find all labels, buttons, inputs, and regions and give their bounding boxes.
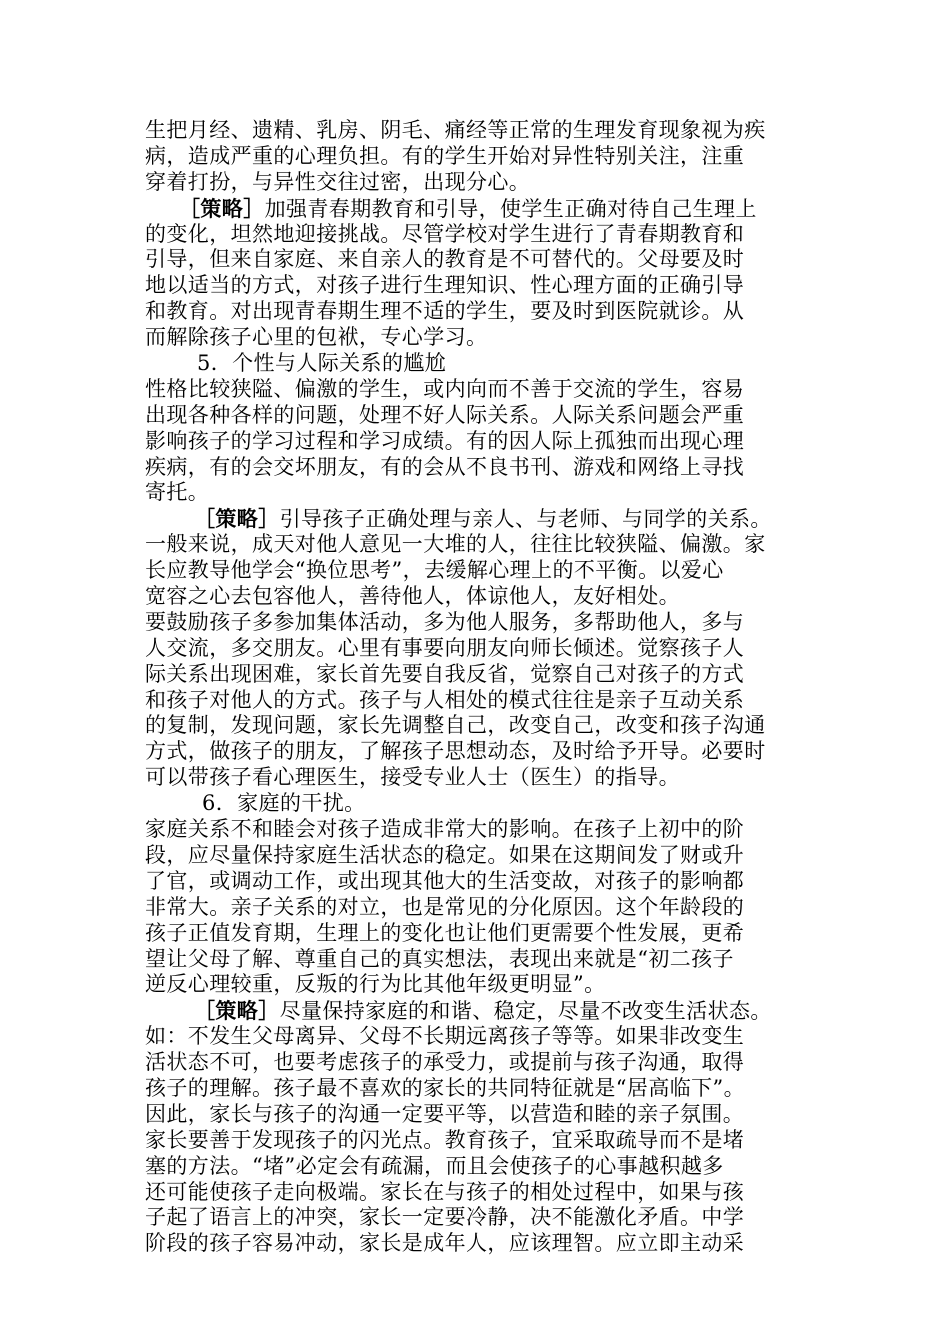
body-line: 际关系出现困难，家长首先要自我反省，觉察自己对孩子的方式 (145, 661, 745, 686)
body-line: 宽容之心去包容他人，善待他人，体谅他人，友好相处。 (145, 584, 680, 609)
body-line: 还可能使孩子走向极端。家长在与孩子的相处过程中，如果与孩 (145, 1179, 745, 1204)
strategy-label: ［策略］ (194, 998, 280, 1024)
body-line: 方式，做孩子的朋友，了解孩子思想动态，及时给予开导。必要时 (145, 739, 766, 764)
body-line: 而解除孩子心里的包袱，专心学习。 (145, 325, 488, 350)
body-line: 人交流，多交朋友。心里有事要向朋友向师长倾述。觉察孩子人 (145, 635, 745, 660)
body-line: 长应教导他学会“换位思考”，去缓解心理上的不平衡。以爱心 (145, 558, 724, 583)
body-line: 家庭关系不和睦会对孩子造成非常大的影响。在孩子上初中的阶 (145, 817, 745, 842)
body-line: 引导，但来自家庭、来自亲人的教育是不可替代的。父母要及时 (145, 247, 745, 272)
body-line: 的复制，发现问题，家长先调整自己，改变自己，改变和孩子沟通 (145, 713, 766, 738)
body-line: 性格比较狭隘、偏激的学生，或内向而不善于交流的学生，容易 (145, 376, 745, 401)
strategy-line (145, 998, 810, 1024)
body-line: 生把月经、遗精、乳房、阴毛、痛经等正常的生理发育现象视为疾 (145, 118, 766, 142)
body-line: 病，造成严重的心理负担。有的学生开始对异性特别关注，注重 (145, 143, 745, 168)
body-line: 穿着打扮，与异性交往过密，出现分心。 (145, 169, 531, 194)
body-line: 和孩子对他人的方式。孩子与人相处的模式往往是亲子互动关系 (145, 687, 745, 712)
body-line: 因此，家长与孩子的沟通一定要平等，以营造和睦的亲子氛围。 (145, 1101, 745, 1126)
body-line: 地以适当的方式，对孩子进行生理知识、性心理方面的正确引导 (145, 273, 745, 298)
body-line: 非常大。亲子关系的对立，也是常见的分化原因。这个年龄段的 (145, 894, 745, 919)
section-heading-5: 5．个性与人际关系的尴尬 (197, 351, 447, 376)
body-line: 了官，或调动工作，或出现其他大的生活变故，对孩子的影响都 (145, 868, 745, 893)
body-line: 家长要善于发现孩子的闪光点。教育孩子，宜采取疏导而不是堵 (145, 1127, 745, 1152)
body-line: 孩子的理解。孩子最不喜欢的家长的共同特征就是“居高临下”。 (145, 1075, 746, 1100)
strategy-text: 引导孩子正确处理与亲人、与老师、与同学的关系。 (279, 507, 772, 532)
body-line: 塞的方法。“堵”必定会有疏漏，而且会使孩子的心事越积越多 (145, 1153, 724, 1178)
body-line: 子起了语言上的冲突，家长一定要冷静，决不能激化矛盾。中学 (145, 1205, 745, 1230)
strategy-label: ［策略］ (179, 195, 265, 221)
body-line: 如：不发生父母离异、父母不长期远离孩子等等。如果非改变生 (145, 1024, 745, 1049)
body-line: 一般来说，成天对他人意见一大堆的人，往往比较狭隘、偏激。家 (145, 532, 766, 557)
body-line: 和教育。对出现青春期生理不适的学生，要及时到医院就诊。从 (145, 299, 745, 324)
body-line: 段，应尽量保持家庭生活状态的稳定。如果在这期间发了财或升 (145, 842, 745, 867)
strategy-line (145, 506, 810, 532)
strategy-line (145, 196, 810, 222)
body-line: 可以带孩子看心理医生，接受专业人士（医生）的指导。 (145, 765, 680, 790)
body-line: 疾病，有的会交坏朋友，有的会从不良书刊、游戏和网络上寻找 (145, 454, 745, 479)
body-line: 望让父母了解、尊重自己的真实想法，表现出来就是“初二孩子 (145, 946, 734, 971)
body-line: 阶段的孩子容易冲动，家长是成年人，应该理智。应立即主动采 (145, 1231, 745, 1256)
body-line: 逆反心理较重，反叛的行为比其他年级更明显”。 (145, 972, 606, 997)
section-heading-6: 6．家庭的干扰。 (202, 791, 366, 816)
strategy-text: 加强青春期教育和引导，使学生正确对待自己生理上 (264, 196, 757, 221)
body-line: 寄托。 (145, 480, 210, 505)
body-line: 要鼓励孩子多参加集体活动，多为他人服务，多帮助他人，多与 (145, 609, 745, 634)
strategy-text: 尽量保持家庭的和谐、稳定，尽量不改变生活状态。 (279, 999, 772, 1024)
body-line: 活状态不可，也要考虑孩子的承受力，或提前与孩子沟通，取得 (145, 1050, 745, 1075)
body-line: 的变化，坦然地迎接挑战。尽管学校对学生进行了青春期教育和 (145, 221, 745, 246)
strategy-label: ［策略］ (194, 506, 280, 532)
body-line: 影响孩子的学习过程和学习成绩。有的因人际上孤独而出现心理 (145, 428, 745, 453)
body-line: 出现各种各样的问题，处理不好人际关系。人际关系问题会严重 (145, 402, 745, 427)
body-line: 孩子正值发育期，生理上的变化也让他们更需要个性发展，更希 (145, 920, 745, 945)
